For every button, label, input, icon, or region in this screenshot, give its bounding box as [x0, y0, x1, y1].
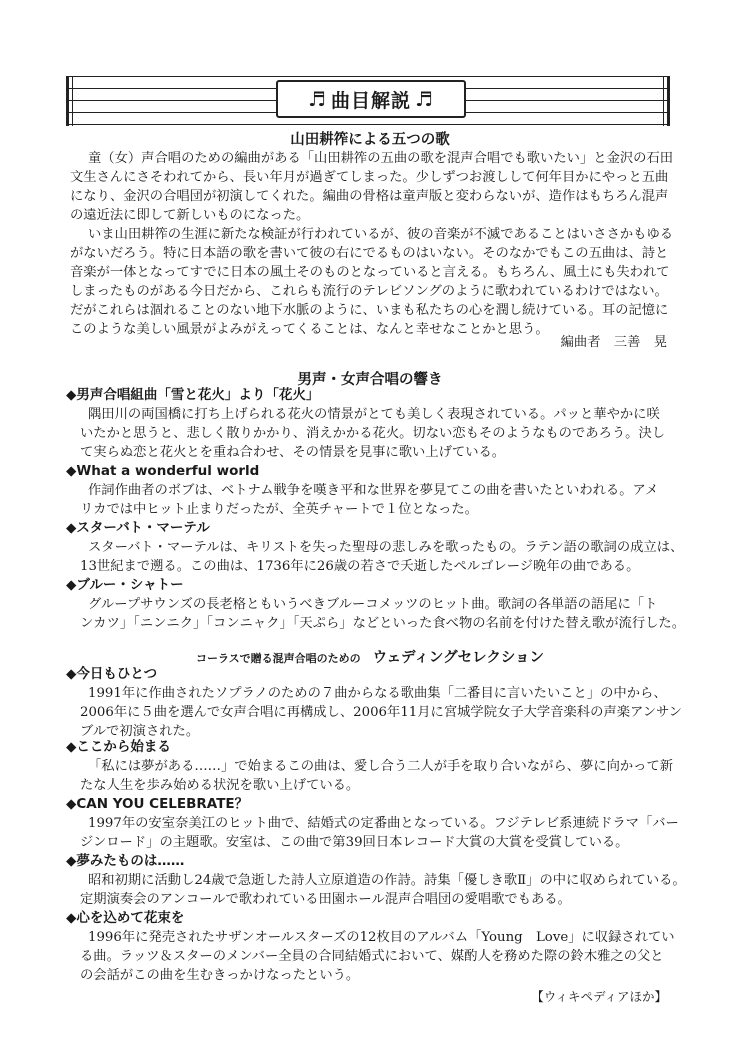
- item-title: ◆スターバト・マーテル: [66, 520, 210, 536]
- section-title: [70, 646, 670, 667]
- paragraph-line: て実らぬ恋と花火とを重ね合わせ、その情景を見事に歌い上げている。: [80, 445, 506, 460]
- page-title: [276, 80, 466, 118]
- paragraph-line: グループサウンズの長老格ともいうべきブルーコメッツのヒット曲。歌詞の各単語の語尾に「ト: [88, 597, 658, 612]
- paragraph-line: 文生さんにさそわれてから、長い年月が過ぎてしまった。少しずつお渡しして何年目かにやっと五曲: [70, 170, 669, 185]
- paragraph-line: 「私には夢がある……」で始まるこの曲は、愛し合う二人が手を取り合いながら、夢に向かって新: [88, 759, 674, 774]
- paragraph-line: の遠近法に即して新しいものになった。: [70, 208, 310, 223]
- paragraph-line: 定期演奏会のアンコールで歌われている田園ホール混声合唱団の愛唱歌でもある。: [80, 892, 571, 907]
- item-title: ◆男声合唱組曲「雪と花火」より「花火」: [66, 387, 320, 403]
- section-title: 山田耕筰による五つの歌: [290, 132, 450, 148]
- item-title: ◆心を込めて花束を: [66, 910, 185, 926]
- section-subtitle: コーラスで贈る混声合唱のための: [195, 652, 361, 665]
- paragraph-line: 音楽が一体となってすでに日本の風土そのものとなっていると言える。もちろん、風土にも失われて: [70, 265, 670, 280]
- item-title: ◆CAN YOU CELEBRATE？: [66, 796, 249, 812]
- paragraph-line: 1997年の安室奈美江のヒット曲で、結婚式の定番曲となっている。フジテレビ系連続ドラマ「バー: [88, 816, 679, 831]
- paragraph-line: ジンロード」の主題歌。安室は、この曲で第39回日本レコード大賞の大賞を受賞している。: [80, 835, 629, 850]
- paragraph-line: たな人生を歩み始める状況を歌い上げている。: [80, 778, 360, 793]
- item-title: ◆What a wonderful world: [66, 463, 260, 479]
- paragraph-line: 1996年に発売されたサザンオールスターズの12枚目のアルバム「Young Love」に収録されてい: [88, 930, 675, 945]
- paragraph-line: いたかと思うと、悲しく散りかかり、消えかかる花火。切ない恋もそのようなものであろう。決し: [80, 426, 666, 441]
- paragraph-line: がないだろう。特に日本語の歌を書いて彼の右にでるものはいない。そのなかでもこの五曲は、詩と: [70, 246, 669, 261]
- paragraph-line: の会話がこの曲を生むきっかけなったという。: [80, 968, 360, 983]
- page-title-text: 曲目解説: [330, 89, 411, 112]
- paragraph-line: 2006年に５曲を選んで女声合唱に再構成し、2006年11月に宮城学院女子大学音楽科の声楽アンサン: [80, 705, 682, 720]
- paragraph-line: このような美しい風景がよみがえってくることは、なんと幸せなことかと思う。: [70, 322, 549, 337]
- author-signature: 編曲者 三善 晃: [560, 335, 667, 350]
- music-note-icon: ♬: [308, 87, 327, 111]
- paragraph-line: ンカツ」「ニンニク」「コンニャク」「天ぷら」などといった食べ物の名前を付けた替え歌が流行した。: [80, 616, 686, 631]
- paragraph-line: 童（女）声合唱のための編曲がある「山田耕筰の五曲の歌を混声合唱でも歌いたい」と金沢の石田: [88, 151, 674, 166]
- paragraph-line: リカでは中ヒット止まりだったが、全英チャートで１位となった。: [80, 502, 478, 517]
- item-title: ◆ブルー・シャトー: [66, 577, 184, 593]
- section-title-main: ウェディングセレクション: [372, 650, 545, 666]
- paragraph-line: スターバト・マーテルは、キリストを失った聖母の悲しみを歌ったもの。ラテン語の歌詞の成立は、: [88, 540, 684, 555]
- paragraph-line: 1991年に作曲されたソプラノのための７曲からなる歌曲集「二番目に言いたいこと」の中から、: [88, 686, 667, 701]
- paragraph-line: 13世紀まで遡る。この曲は、1736年に26歳の若さで夭逝したペルゴレージ晩年の曲である。: [80, 559, 640, 574]
- source-note: 【ウィキペディアほか】: [531, 989, 667, 1004]
- paragraph-line: ブルで初演された。: [80, 724, 200, 739]
- item-title: ◆夢みたものは……: [66, 853, 185, 869]
- paragraph-line: になり、金沢の合唱団が初演してくれた。編曲の骨格は童声版と変わらないが、造作はもちろん混声: [70, 189, 669, 204]
- paragraph-line: しまったものがある今日だから、これらも流行のテレビソングのように歌われているわけではない。: [70, 284, 668, 299]
- paragraph-line: 隅田川の両国橋に打ち上げられる花火の情景がとても美しく表現されている。パッと華やかに咲: [88, 407, 660, 422]
- music-note-icon: ♬: [415, 87, 434, 111]
- paragraph-line: いま山田耕筰の生涯に新たな検証が行われているが、彼の音楽が不滅であることはいささかもゆる: [88, 227, 674, 242]
- section-title: 男声・女声合唱の響き: [297, 372, 443, 388]
- paragraph-line: だがこれらは涸れることのない地下水脈のように、いまも私たちの心を潤し続けている。耳の記憶に: [70, 303, 669, 318]
- paragraph-line: る曲。ラッツ＆スターのメンバー全員の合同結婚式において、媒酌人を務めた際の鈴木雅之の父と: [80, 949, 664, 964]
- paragraph-line: 昭和初期に活動し24歳で急逝した詩人立原道造の作詩。詩集「優しき歌Ⅱ」の中に収められている。: [88, 873, 686, 888]
- paragraph-line: 作詞作曲者のボブは、ベトナム戦争を嘆き平和な世界を夢見てこの曲を書いたといわれる。アメ: [88, 483, 659, 498]
- item-title: ◆今日もひとつ: [66, 666, 158, 682]
- item-title: ◆ここから始まる: [66, 739, 171, 755]
